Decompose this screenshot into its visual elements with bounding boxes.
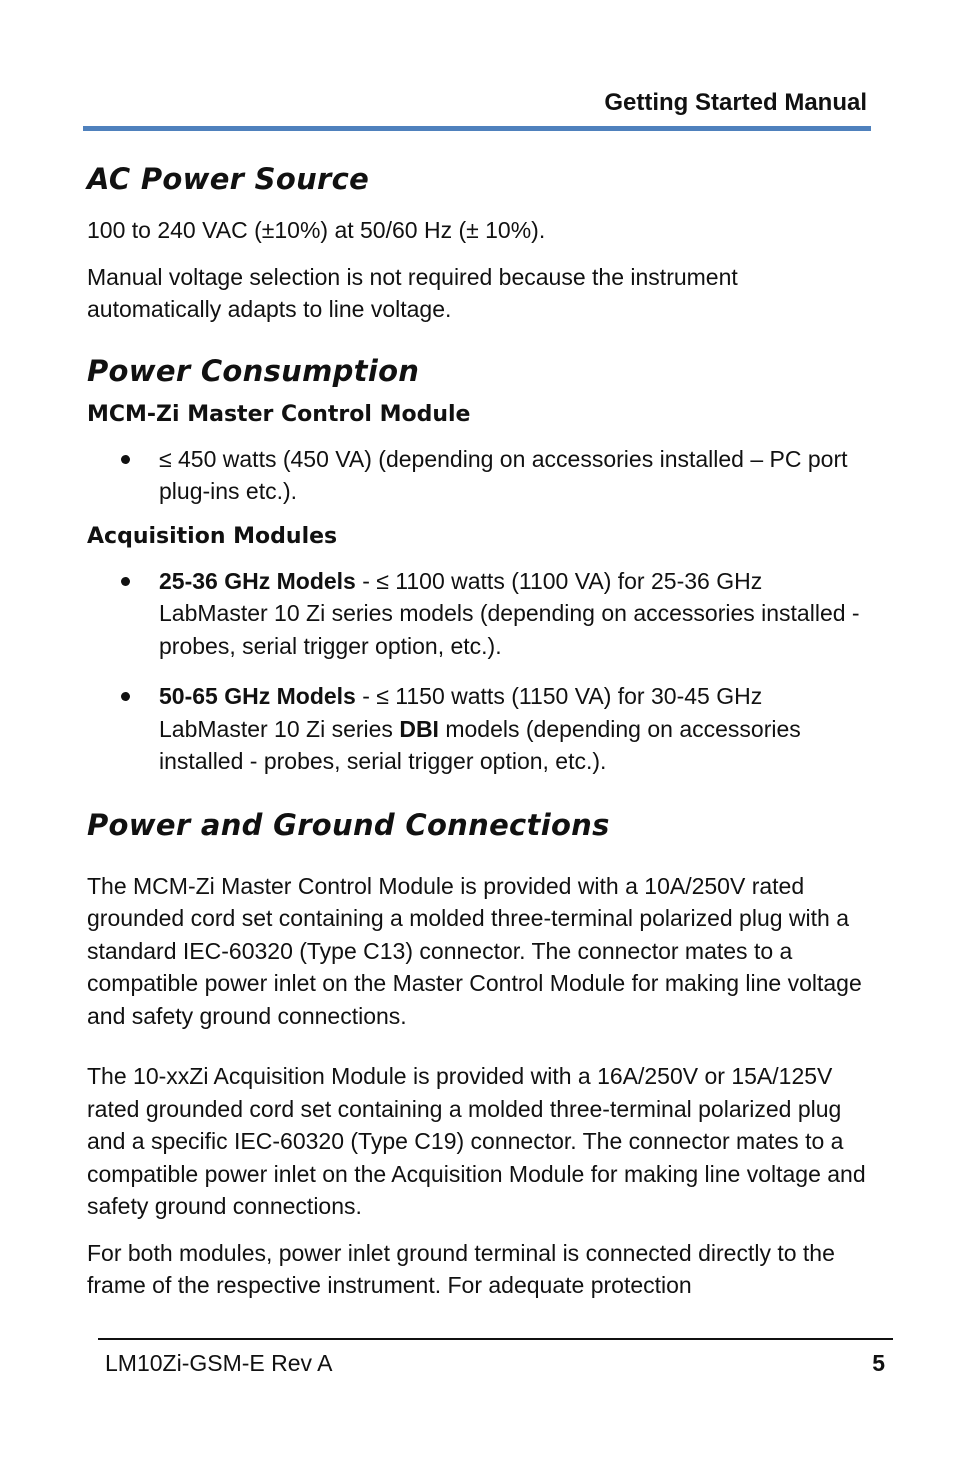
document-id: LM10Zi-GSM-E Rev A: [105, 1350, 333, 1376]
bullet-icon: [121, 455, 130, 464]
acq-bullet-list: [87, 565, 871, 778]
page-content: [87, 162, 871, 1302]
mcm-bullet-list: [87, 443, 871, 508]
model-label: 25-36 GHz Models: [159, 567, 356, 594]
heading-power-consumption: Power Consumption: [87, 353, 420, 388]
subheading-acquisition: Acquisition Modules: [87, 523, 338, 549]
model-text: models (depending on accessories installed - probes, serial trigger option, etc.).: [159, 715, 801, 774]
list-item: [87, 565, 871, 663]
model-text: - ≤ 1100 watts (1100 VA) for 25-36 GHz LabMaster 10 Zi series models (depending on accessories installed - probes, serial trigger option, etc.).: [159, 567, 860, 659]
header-title: Getting Started Manual: [604, 89, 867, 116]
bullet-icon: [121, 577, 130, 586]
model-label: 50-65 GHz Models: [159, 683, 356, 709]
list-item: [87, 443, 871, 508]
bullet-icon: [121, 692, 130, 701]
dbi-label: DBI: [399, 715, 439, 742]
footer-rule: [98, 1338, 893, 1340]
ac-power-note: Manual voltage selection is not required because the instrument automatically adapts to line voltage.: [87, 263, 738, 322]
acq-cord-paragraph: The 10-xxZi Acquisition Module is provided with a 16A/250V or 15A/125V rated grounded cord set containing a molded three-terminal polarized plug and a specific IEC-60320 (Type C19) connector. The connector mates to a compatible power inlet on the Acquisition Module for making line voltage and safety ground connections.: [87, 1063, 866, 1219]
ground-terminal-paragraph: For both modules, power inlet ground terminal is connected directly to the frame of the respective instrument. For adequate protection: [87, 1239, 835, 1298]
subheading-mcm: MCM-Zi Master Control Module: [87, 401, 471, 427]
mcm-power-text: ≤ 450 watts (450 VA) (depending on accessories installed – PC port plug-ins etc.).: [159, 445, 848, 504]
heading-ac-power-source: AC Power Source: [87, 162, 370, 196]
mcm-cord-paragraph: The MCM-Zi Master Control Module is provided with a 10A/250V rated grounded cord set containing a molded three-terminal polarized plug with a standard IEC-60320 (Type C13) connector. The connector mates to a compatible power inlet on the Master Control Module for making line voltage and safety ground connections.: [87, 872, 862, 1029]
list-item: [87, 680, 871, 778]
model-text: - ≤ 1150 watts (1150 VA) for 30-45 GHz LabMaster 10 Zi series: [159, 683, 763, 742]
page-number: 5: [872, 1350, 885, 1376]
heading-power-ground: Power and Ground Connections: [87, 807, 610, 842]
ac-power-spec: 100 to 240 VAC (±10%) at 50/60 Hz (± 10%).: [87, 217, 546, 243]
header-rule: [83, 126, 871, 131]
